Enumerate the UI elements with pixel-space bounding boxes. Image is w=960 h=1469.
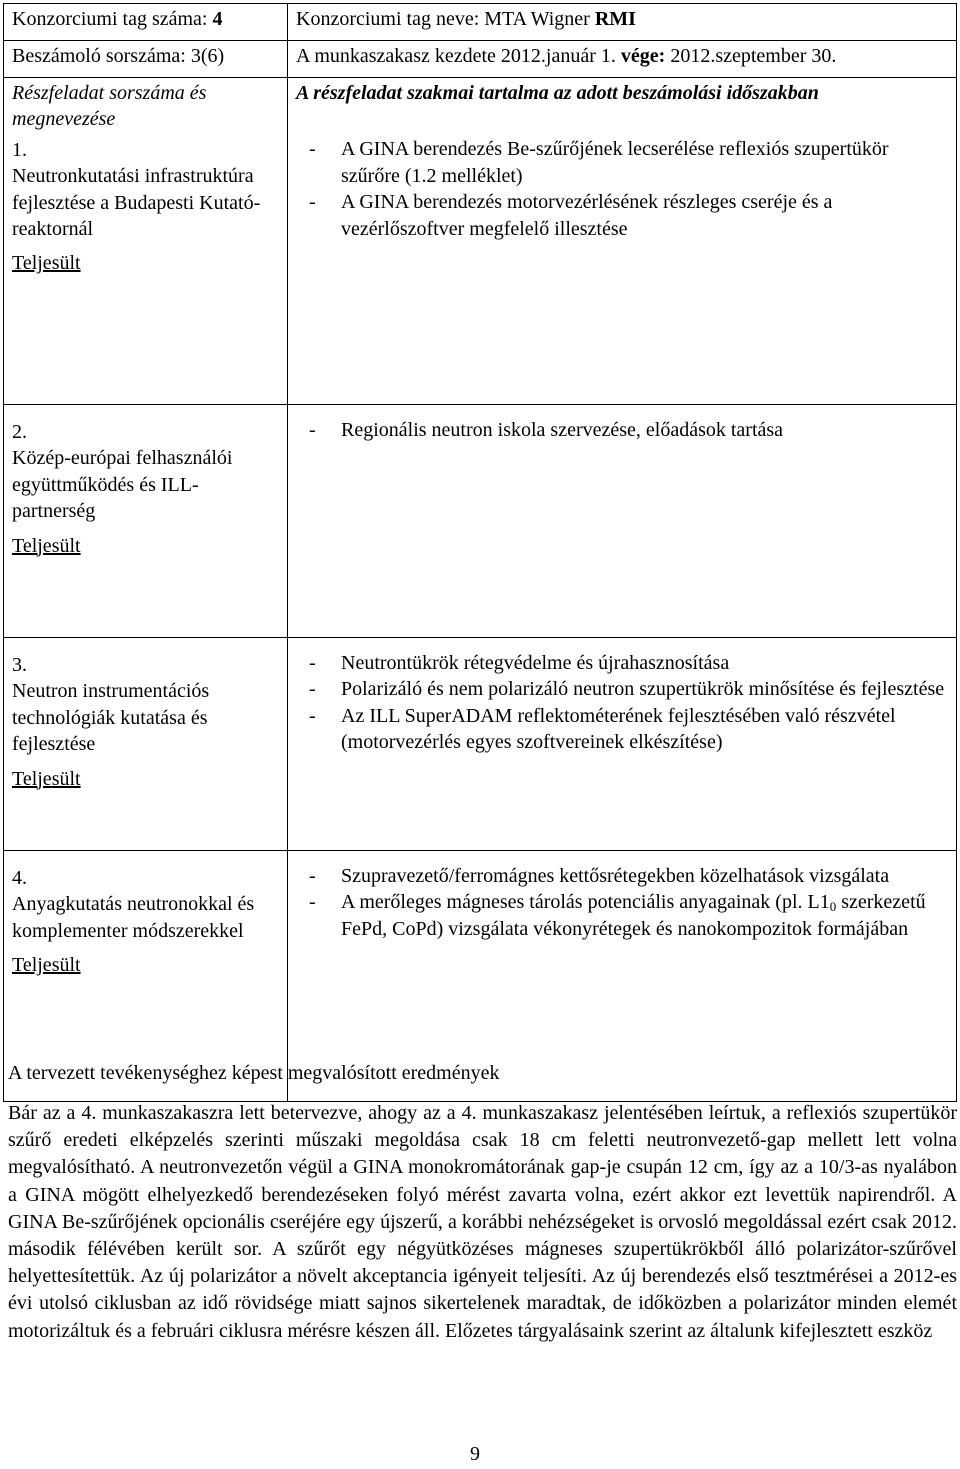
header-row-consortium (4, 4, 957, 41)
task-1-items (296, 136, 948, 242)
consortium-number-cell (4, 4, 288, 41)
task-row-1 (4, 78, 957, 405)
consortium-number-label: Konzorciumi tag száma: (12, 8, 208, 30)
task-4-item-subscript: 0 (829, 899, 837, 915)
period-cell (288, 41, 957, 78)
task-1-item: - A GINA berendezés motorvezérlésének részleges cseréje és a vezérlőszoftver megfelelő illesztése (296, 189, 948, 242)
task-2-items (296, 417, 948, 443)
task-2-number: 2. (12, 421, 27, 443)
task-3-content (288, 638, 957, 851)
task-row-3 (4, 638, 957, 851)
report-number-cell (4, 41, 288, 78)
task-4-item-text-before: A merőleges mágneses tárolás potenciális anyagainak (pl. L1 (341, 891, 830, 914)
task-1-item: - A GINA berendezés Be-szűrőjének lecserélése reflexiós szupertükör szűrőre (1.2 melléklet) (296, 136, 948, 189)
task-3-item: - Neutrontükrök rétegvédelme és újrahasznosítása (296, 650, 948, 676)
task-4-item: - Szupravezető/ferromágnes kettősrétegekben közelhatások vizsgálata (296, 863, 948, 889)
results-heading: A tervezett tevékenységhez képest megvalósított eredmények (8, 1062, 500, 1084)
task-4-item-text-after: szerkezetű FePd, CoPd) vizsgálata vékonyrétegek és nanokompozitok formájában (341, 891, 926, 940)
task-3-title: Neutron instrumentációs technológiák kutatása és fejlesztése (12, 680, 210, 756)
task-2-item: - Regionális neutron iskola szervezése, előadások tartása (296, 417, 948, 443)
page-number: 9 (470, 1443, 480, 1465)
task-4-number: 4. (12, 867, 27, 889)
task-2-content (288, 405, 957, 638)
task-3-item: - Polarizáló és nem polarizáló neutron szupertükrök minősítése és fejlesztése (296, 676, 948, 702)
task-4-item (296, 889, 948, 942)
task-3-number: 3. (12, 654, 27, 676)
task-2-cell (4, 405, 288, 638)
task-1-status: Teljesült (12, 252, 81, 275)
task-2-title: Közép-európai felhasználói együttműködés és ILL-partnerség (12, 447, 233, 523)
task-4-items (296, 863, 948, 942)
task-column-heading: Részfeladat sorszáma és megnevezése (12, 82, 207, 131)
task-1-title: Neutronkutatási infrastruktúra fejlesztése a Budapesti Kutató-reaktornál (12, 165, 261, 240)
consortium-number-value: 4 (212, 8, 223, 30)
task-3-status: Teljesült (12, 767, 81, 790)
header-row-report (4, 41, 957, 78)
task-1-cell (4, 78, 288, 405)
task-3-cell (4, 638, 288, 851)
task-2-status: Teljesült (12, 534, 81, 557)
task-3-items (296, 650, 948, 756)
consortium-name-value: RMI (594, 8, 636, 30)
task-4-status: Teljesült (12, 954, 81, 977)
content-column-heading: A részfeladat szakmai tartalma az adott beszámolási időszakban (296, 82, 819, 104)
task-3-item: - Az ILL SuperADAM reflektométerének fejlesztésében való részvétel (motorvezérlés egyes szoftvereinek elkészítése) (296, 703, 948, 756)
results-paragraph: Bár az a 4. munkaszakaszra lett betervezve, ahogy az a 4. munkaszakasz jelentésében leírtuk, a reflexiós szupertükör szűrő eredeti elképzelés szerinti műszaki megoldása csak 18 cm feletti neutronvezető-gap mellett lett volna megvalósítható. A neutronvezetőn végül a GINA monokromátorának gap-je csupán 12 cm, így az a 10/3-as nyalábon a GINA mögött elhelyezkedő berendezéseken folyó mérést zavarta volna, ezért akkor ezt levettük napirendről. A GINA Be-szűrőjének opcionális cseréjére egy újszerű, a korábbi nehézségeket is orvosló megoldással ezért csak 2012. második félévében került sor. A szűrőt egy négyütközéses mágneses szupertükrökből álló polarizátor-szűrővel helyettesítettük. Az új polarizátor a növelt akceptancia igényeit teljesíti. Az új berendezés első tesztmérései a 2012-es évi utolsó ciklusban az idő rövidsége miatt sajnos sikertelenek maradtak, de időközben a polarizátor minden elemét motorizáltuk és a februári ciklusra mérésre készen áll. Előzetes tárgyalásaink szerint az általunk kifejlesztett eszköz (8, 1102, 957, 1342)
report-table (3, 3, 957, 1102)
period-end-label: vége: (620, 45, 666, 67)
consortium-name-label: Konzorciumi tag neve: MTA Wigner (296, 8, 590, 30)
period-end-value: 2012.szeptember 30. (670, 45, 837, 67)
task-4-title: Anyagkutatás neutronokkal és komplementer módszerekkel (12, 893, 255, 942)
task-row-2 (4, 405, 957, 638)
report-number: Beszámoló sorszáma: 3(6) (12, 45, 225, 67)
task-1-content (288, 78, 957, 405)
consortium-name-cell (288, 4, 957, 41)
period-start: A munkaszakasz kezdete 2012.január 1. (296, 45, 616, 67)
task-1-number: 1. (12, 138, 27, 161)
